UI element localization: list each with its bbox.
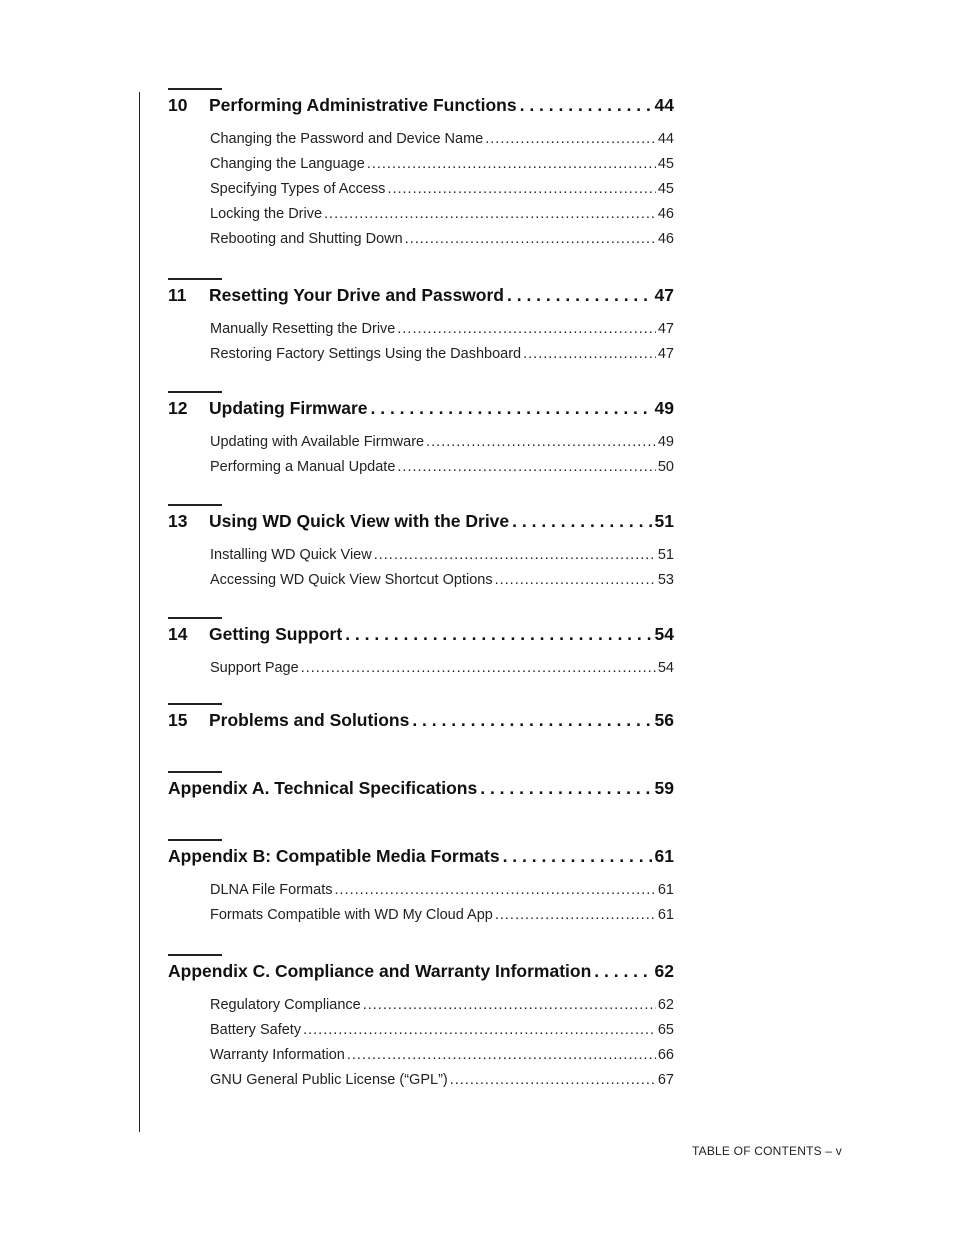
- toc-chapter: [168, 771, 674, 799]
- section-entry-link[interactable]: [210, 1068, 674, 1093]
- chapter-title: Updating Firmware: [209, 398, 368, 418]
- section-page-number: 46: [657, 231, 674, 247]
- section-entry-link[interactable]: [210, 568, 674, 593]
- chapter-number: 15: [168, 710, 188, 730]
- section-list: [168, 656, 674, 681]
- chapter-number: 10: [168, 95, 188, 115]
- section-page-number: 51: [657, 547, 674, 563]
- section-list: [168, 543, 674, 593]
- dot-leader: [363, 993, 656, 1018]
- toc-chapter: [168, 278, 674, 367]
- chapter-rule: [168, 278, 222, 280]
- dot-leader: [480, 777, 651, 799]
- chapter-page-number: 54: [654, 624, 674, 644]
- section-entry-link[interactable]: [210, 878, 674, 903]
- chapter-heading-link[interactable]: [168, 845, 674, 867]
- section-page-number: 62: [657, 997, 674, 1013]
- dot-leader: [495, 568, 656, 593]
- chapter-rule: [168, 504, 222, 506]
- dot-leader: [503, 845, 652, 867]
- dot-leader: [387, 177, 655, 202]
- section-title: Rebooting and Shutting Down: [210, 231, 403, 247]
- chapter-page-number: 49: [654, 398, 674, 418]
- chapter-page-number: 61: [654, 846, 674, 866]
- section-title: Support Page: [210, 660, 299, 676]
- chapter-rule: [168, 88, 222, 90]
- chapter-heading-link[interactable]: [168, 284, 674, 306]
- section-page-number: 44: [657, 131, 674, 147]
- toc-chapter: [168, 88, 674, 252]
- dot-leader: [485, 127, 656, 152]
- section-entry-link[interactable]: [210, 903, 674, 928]
- section-entry-link[interactable]: [210, 543, 674, 568]
- chapter-rule: [168, 771, 222, 773]
- section-title: Changing the Language: [210, 156, 365, 172]
- section-page-number: 47: [657, 321, 674, 337]
- section-title: Performing a Manual Update: [210, 459, 396, 475]
- chapter-title: Using WD Quick View with the Drive: [209, 511, 510, 531]
- section-title: Restoring Factory Settings Using the Dashboard: [210, 346, 522, 362]
- chapter-heading-link[interactable]: [168, 777, 674, 799]
- dot-leader: [495, 903, 656, 928]
- dot-leader: [301, 656, 656, 681]
- chapter-title: Appendix C. Compliance and Warranty Information: [168, 961, 592, 981]
- section-title: Accessing WD Quick View Shortcut Options: [210, 572, 493, 588]
- dot-leader: [324, 202, 656, 227]
- chapter-heading-link[interactable]: [168, 510, 674, 532]
- dot-leader: [334, 878, 655, 903]
- margin-rule: [139, 92, 140, 1132]
- dot-leader: [520, 94, 652, 116]
- section-page-number: 50: [657, 459, 674, 475]
- chapter-heading-link[interactable]: [168, 623, 674, 645]
- section-list: [168, 993, 674, 1093]
- table-of-contents: [168, 88, 674, 1093]
- section-entry-link[interactable]: [210, 227, 674, 252]
- chapter-heading-link[interactable]: [168, 94, 674, 116]
- section-page-number: 54: [657, 660, 674, 676]
- dot-leader: [507, 284, 652, 306]
- section-title: Warranty Information: [210, 1047, 345, 1063]
- chapter-number: 14: [168, 624, 188, 644]
- dot-leader: [397, 455, 655, 480]
- section-list: [168, 430, 674, 480]
- page-footer: TABLE OF CONTENTS – v: [692, 1144, 842, 1158]
- chapter-title: Appendix A. Technical Specifications: [168, 778, 478, 798]
- chapter-rule: [168, 391, 222, 393]
- dot-leader: [303, 1018, 656, 1043]
- section-entry-link[interactable]: [210, 202, 674, 227]
- toc-chapter: [168, 504, 674, 593]
- section-title: Specifying Types of Access: [210, 181, 386, 197]
- chapter-title: Performing Administrative Functions: [209, 95, 517, 115]
- section-entry-link[interactable]: [210, 1043, 674, 1068]
- section-title: Formats Compatible with WD My Cloud App: [210, 907, 493, 923]
- section-entry-link[interactable]: [210, 993, 674, 1018]
- dot-leader: [450, 1068, 656, 1093]
- section-title: Updating with Available Firmware: [210, 434, 425, 450]
- dot-leader: [397, 317, 655, 342]
- section-page-number: 47: [657, 346, 674, 362]
- section-page-number: 67: [657, 1072, 674, 1088]
- section-title: Locking the Drive: [210, 206, 323, 222]
- chapter-number: 12: [168, 398, 188, 418]
- section-entry-link[interactable]: [210, 656, 674, 681]
- section-entry-link[interactable]: [210, 342, 674, 367]
- section-entry-link[interactable]: [210, 430, 674, 455]
- section-page-number: 49: [657, 434, 674, 450]
- toc-chapter: [168, 839, 674, 928]
- toc-chapter: [168, 391, 674, 480]
- dot-leader: [412, 709, 651, 731]
- section-entry-link[interactable]: [210, 317, 674, 342]
- section-entry-link[interactable]: [210, 127, 674, 152]
- dot-leader: [523, 342, 656, 367]
- chapter-page-number: 62: [654, 961, 674, 981]
- chapter-page-number: 56: [654, 710, 674, 730]
- chapter-number: 11: [168, 285, 187, 305]
- section-entry-link[interactable]: [210, 455, 674, 480]
- section-entry-link[interactable]: [210, 1018, 674, 1043]
- section-page-number: 66: [657, 1047, 674, 1063]
- chapter-rule: [168, 703, 222, 705]
- section-title: Battery Safety: [210, 1022, 302, 1038]
- chapter-rule: [168, 954, 222, 956]
- section-page-number: 61: [657, 882, 674, 898]
- chapter-title: Problems and Solutions: [209, 710, 410, 730]
- chapter-number: 13: [168, 511, 188, 531]
- toc-chapter: [168, 617, 674, 681]
- section-page-number: 46: [657, 206, 674, 222]
- chapter-heading-link[interactable]: [168, 397, 674, 419]
- section-entry-link[interactable]: [210, 152, 674, 177]
- chapter-heading-link[interactable]: [168, 960, 674, 982]
- chapter-page-number: 47: [654, 285, 674, 305]
- chapter-page-number: 51: [654, 511, 674, 531]
- section-page-number: 61: [657, 907, 674, 923]
- section-page-number: 53: [657, 572, 674, 588]
- chapter-page-number: 44: [654, 95, 674, 115]
- section-title: DLNA File Formats: [210, 882, 333, 898]
- section-title: Installing WD Quick View: [210, 547, 372, 563]
- section-page-number: 65: [657, 1022, 674, 1038]
- dot-leader: [347, 1043, 656, 1068]
- section-title: GNU General Public License (“GPL”): [210, 1072, 448, 1088]
- dot-leader: [512, 510, 651, 532]
- section-list: [168, 317, 674, 367]
- section-title: Regulatory Compliance: [210, 997, 361, 1013]
- dot-leader: [374, 543, 656, 568]
- section-list: [168, 878, 674, 928]
- section-title: Manually Resetting the Drive: [210, 321, 396, 337]
- section-entry-link[interactable]: [210, 177, 674, 202]
- toc-chapter: [168, 703, 674, 731]
- dot-leader: [594, 960, 651, 982]
- section-page-number: 45: [657, 181, 674, 197]
- dot-leader: [426, 430, 656, 455]
- dot-leader: [345, 623, 651, 645]
- dot-leader: [367, 152, 656, 177]
- dot-leader: [371, 397, 652, 419]
- chapter-heading-link[interactable]: [168, 709, 674, 731]
- section-title: Changing the Password and Device Name: [210, 131, 484, 147]
- section-list: [168, 127, 674, 252]
- chapter-page-number: 59: [654, 778, 674, 798]
- section-page-number: 45: [657, 156, 674, 172]
- dot-leader: [405, 227, 656, 252]
- chapter-rule: [168, 617, 222, 619]
- chapter-title: Getting Support: [209, 624, 343, 644]
- chapter-rule: [168, 839, 222, 841]
- chapter-title: Resetting Your Drive and Password: [209, 285, 504, 305]
- toc-chapter: [168, 954, 674, 1093]
- chapter-title: Appendix B: Compatible Media Formats: [168, 846, 500, 866]
